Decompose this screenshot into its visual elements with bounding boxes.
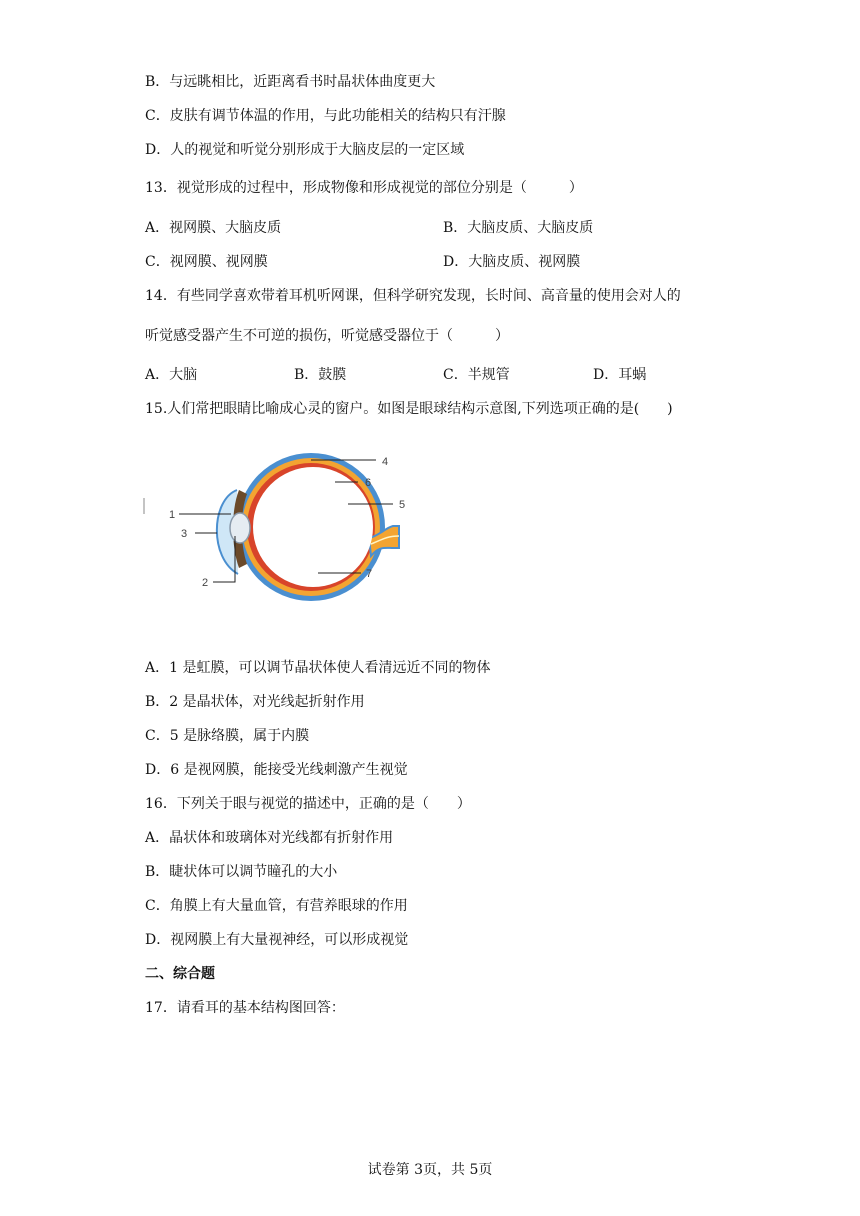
lens-shape (230, 513, 250, 543)
q14-option-c: C．半规管 (443, 367, 510, 383)
figure-label-4: 4 (381, 456, 389, 468)
q13-option-a: A．视网膜、大脑皮质 (145, 220, 282, 236)
q13-option-c: C．视网膜、视网膜 (145, 254, 268, 270)
q14-stem-line1: 14．有些同学喜欢带着耳机听网课，但科学研究发现，长时间、高音量的使用会对人的 (145, 288, 681, 304)
q14-option-d: D．耳蜗 (593, 367, 647, 383)
figure-label-3: 3 (180, 528, 188, 540)
q12-option-b: B．与远眺相比，近距离看书时晶状体曲度更大 (145, 74, 436, 90)
figure-label-6: 6 (364, 477, 372, 489)
vitreous-body-shape (253, 467, 373, 587)
figure-label-1: 1 (168, 509, 176, 521)
page-footer: 试卷第 3页，共 5页 (367, 1162, 493, 1178)
q12-option-c: C．皮肤有调节体温的作用，与此功能相关的结构只有汗腺 (145, 108, 506, 124)
eyeball-diagram (143, 440, 423, 610)
q14-option-b: B．鼓膜 (294, 367, 347, 383)
q15-option-a: A．1 是虹膜，可以调节晶状体使人看清远近不同的物体 (145, 660, 491, 676)
q16-option-c: C．角膜上有大量血管，有营养眼球的作用 (145, 898, 408, 914)
q14-option-a: A．大脑 (145, 367, 198, 383)
figure-label-7: 7 (365, 568, 373, 580)
q16-option-b: B．睫状体可以调节瞳孔的大小 (145, 864, 338, 880)
section-heading: 二、综合题 (145, 966, 215, 982)
q13-option-b: B．大脑皮质、大脑皮质 (443, 220, 594, 236)
q17-stem: 17．请看耳的基本结构图回答： (145, 1000, 345, 1016)
q16-option-a: A．晶状体和玻璃体对光线都有折射作用 (145, 830, 394, 846)
q15-option-d: D．6 是视网膜，能接受光线刺激产生视觉 (145, 762, 408, 778)
q15-stem: 15.人们常把眼睛比喻成心灵的窗户。如图是眼球结构示意图,下列选项正确的是( ) (145, 401, 673, 417)
q14-stem-line2: 听觉感受器产生不可逆的损伤，听觉感受器位于（ ） (145, 328, 509, 344)
figure-label-2: 2 (201, 577, 209, 589)
q16-stem: 16．下列关于眼与视觉的描述中，正确的是（ ） (145, 796, 471, 812)
q15-option-b: B．2 是晶状体，对光线起折射作用 (145, 694, 365, 710)
q12-option-d: D．人的视觉和听觉分别形成于大脑皮层的一定区域 (145, 142, 465, 158)
q16-option-d: D．视网膜上有大量视神经，可以形成视觉 (145, 932, 409, 948)
q15-option-c: C．5 是脉络膜，属于内膜 (145, 728, 310, 744)
figure-label-5: 5 (398, 499, 406, 511)
q13-stem: 13．视觉形成的过程中，形成物像和形成视觉的部位分别是（ ） (145, 180, 583, 196)
q13-option-d: D．大脑皮质、视网膜 (443, 254, 581, 270)
